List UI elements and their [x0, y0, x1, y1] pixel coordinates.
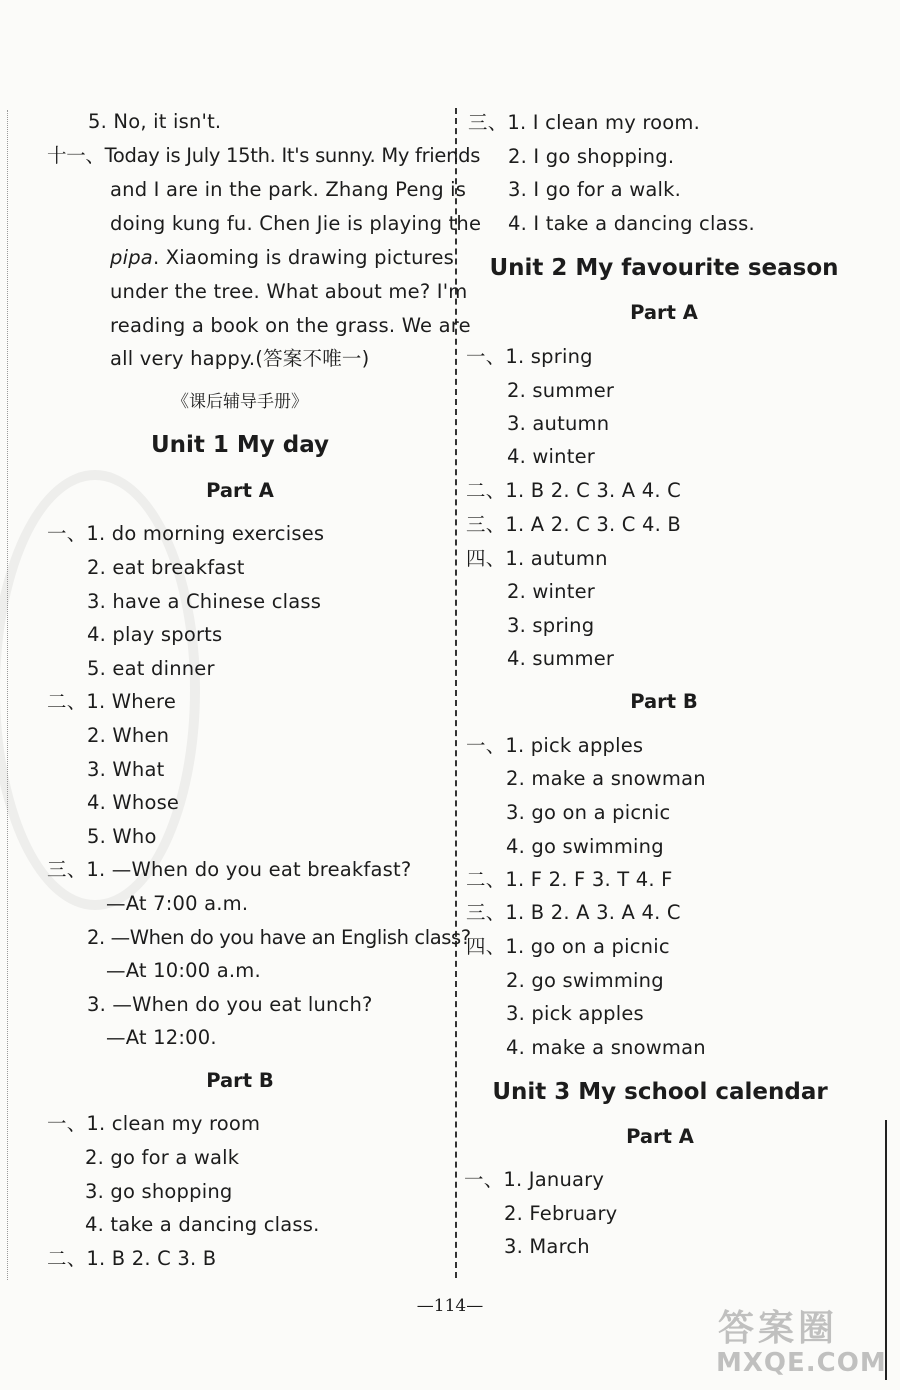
- answer-line: 一、1. January: [464, 1168, 605, 1191]
- answer-line: 一、1. pick apples: [466, 734, 644, 757]
- answer-line: 4. play sports: [87, 623, 223, 646]
- watermark-text: 答案圈: [718, 1308, 839, 1349]
- answer-line: 四、1. go on a picnic: [466, 935, 670, 958]
- answer-line: 一、1. do morning exercises: [47, 522, 325, 545]
- part-title: Part B: [630, 690, 698, 713]
- answer-line: 5. Who: [87, 825, 157, 848]
- unit-title: Unit 2 My favourite season: [489, 255, 839, 281]
- answer-line: —At 12:00.: [106, 1026, 217, 1049]
- answer-line: 3. —When do you eat lunch?: [87, 993, 373, 1016]
- answer-line: 二、1. Where: [47, 690, 177, 713]
- answer-line: 二、1. B 2. C 3. B: [47, 1247, 217, 1270]
- answer-line: 3. I go for a walk.: [508, 178, 682, 201]
- answer-line: 3. spring: [507, 614, 595, 637]
- answer-line: 一、1. clean my room: [47, 1112, 261, 1135]
- answer-line: 5. eat dinner: [87, 657, 215, 680]
- answer-line: 2. go swimming: [506, 969, 664, 992]
- answer-line: and I are in the park. Zhang Peng is: [110, 178, 467, 201]
- answer-line: 2. When: [87, 724, 170, 747]
- answer-line: 三、1. I clean my room.: [468, 111, 700, 134]
- answer-line: 三、1. B 2. A 3. A 4. C: [466, 901, 681, 924]
- answer-line: 2. winter: [507, 580, 595, 603]
- answer-line: doing kung fu. Chen Jie is playing the: [110, 212, 482, 235]
- answer-line: 3. go on a picnic: [506, 801, 671, 824]
- answer-line: 4. winter: [507, 445, 595, 468]
- answer-line: 3. March: [504, 1235, 590, 1258]
- part-title: Part A: [630, 301, 698, 324]
- answer-line: 3. go shopping: [85, 1180, 233, 1203]
- answer-line: 4. make a snowman: [506, 1036, 706, 1059]
- answer-line: 4. take a dancing class.: [85, 1213, 320, 1236]
- answer-line: 三、1. —When do you eat breakfast?: [47, 858, 412, 881]
- book-title: 《课后辅导手册》: [172, 392, 308, 412]
- answer-line: 3. autumn: [507, 412, 610, 435]
- answer-line: 四、1. autumn: [466, 547, 608, 570]
- unit-title: Unit 3 My school calendar: [492, 1079, 828, 1105]
- answer-line: 2. February: [504, 1202, 618, 1225]
- answer-line: 4. Whose: [87, 791, 180, 814]
- answer-line: 2. —When do you have an English class?: [87, 926, 471, 949]
- answer-line: 十一、Today is July 15th. It's sunny. My friends: [47, 144, 481, 167]
- answer-line: 3. pick apples: [506, 1002, 644, 1025]
- watermark-url: MXQE.COM: [716, 1348, 887, 1378]
- answer-line: 三、1. A 2. C 3. C 4. B: [466, 513, 681, 536]
- answer-line: 5. No, it isn't.: [88, 110, 222, 133]
- answer-line: 二、1. F 2. F 3. T 4. F: [466, 868, 673, 891]
- answer-line: 2. eat breakfast: [87, 556, 245, 579]
- unit-title: Unit 1 My day: [150, 432, 330, 458]
- answer-line: 4. go swimming: [506, 835, 664, 858]
- answer-line: 3. What: [87, 758, 165, 781]
- italic-word: pipa: [110, 246, 153, 269]
- part-title: Part A: [626, 1125, 694, 1148]
- answer-line: 3. have a Chinese class: [87, 590, 322, 613]
- watermark-logo: [712, 1300, 892, 1385]
- answer-line: 一、1. spring: [466, 345, 593, 368]
- answer-line: —At 7:00 a.m.: [106, 892, 249, 915]
- answer-line: all very happy.(答案不唯一): [110, 347, 370, 370]
- answer-line: 2. make a snowman: [506, 767, 706, 790]
- answer-line: 4. I take a dancing class.: [508, 212, 755, 235]
- part-title: Part A: [206, 479, 274, 502]
- answer-line: under the tree. What about me? I'm: [110, 280, 468, 303]
- answer-line: pipa. Xiaoming is drawing pictures: [110, 246, 455, 269]
- answer-line: —At 10:00 a.m.: [106, 959, 261, 982]
- answer-line: 2. summer: [507, 379, 615, 402]
- part-title: Part B: [206, 1069, 274, 1092]
- answer-line: 二、1. B 2. C 3. A 4. C: [466, 479, 681, 502]
- answer-line: reading a book on the grass. We are: [110, 314, 471, 337]
- answer-line: 4. summer: [507, 647, 615, 670]
- page-number: —114—: [416, 1296, 484, 1316]
- answer-line: 2. I go shopping.: [508, 145, 675, 168]
- answer-line: 2. go for a walk: [85, 1146, 240, 1169]
